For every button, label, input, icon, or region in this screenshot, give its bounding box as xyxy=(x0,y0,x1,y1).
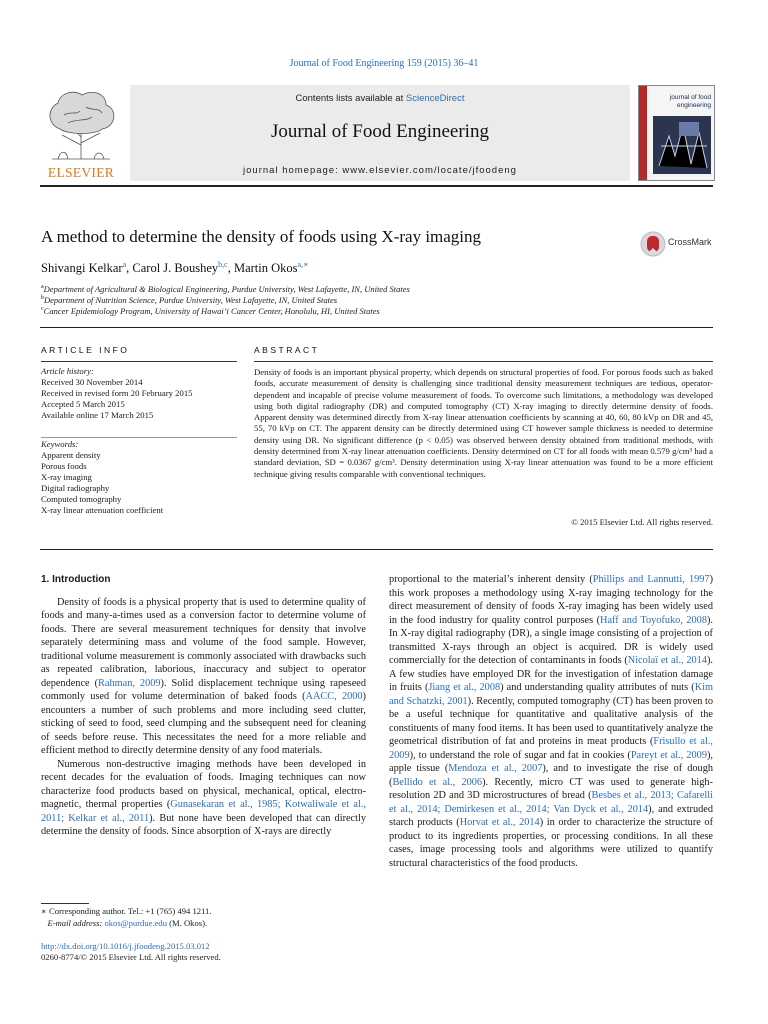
body-text: ). Solid displacement technique using rapeseed commonly used for volume determination of baked foods ( xyxy=(41,677,366,702)
body-text: ). But none have been developed that can directly determine the density of foods. Since absorption of X-rays are directly xyxy=(41,812,367,837)
citation-link[interactable]: Mendoza et al., 2007 xyxy=(448,763,543,774)
cover-art-icon xyxy=(639,86,714,180)
history-label: Article history: xyxy=(41,366,94,376)
body-text: ). A few studies have employed DR for the investigation of infestation damage in fruits ( xyxy=(389,655,713,693)
keyword: Porous foods xyxy=(41,461,87,471)
affiliation-text: Department of Agricultural & Biological Engineering, Purdue University, West Lafayette, IN, United States xyxy=(43,284,410,294)
author-name[interactable]: Shivangi Kelkar xyxy=(41,261,123,276)
abstract-heading: ABSTRACT xyxy=(254,345,320,355)
body-text: ) this work proposes a methodology using X-ray imaging technology for the direct measurement of density of foods X-ray imaging has been widely used in the food industry for quality control purposes ( xyxy=(389,574,713,626)
body-text: ), and to investigate the rise of dough ( xyxy=(389,763,713,788)
journal-header-box xyxy=(130,85,630,181)
journal-title: Journal of Food Engineering xyxy=(271,121,489,142)
author-list: Shivangi Kelkar$^a$, Carol J. Boushey$^{b,c}$, Martin Okos$^{a,∗}$ xyxy=(41,260,309,276)
keywords-divider xyxy=(41,437,237,438)
corresponding-author-footnote xyxy=(41,906,366,929)
article-title: A method to determine the density of foods using X-ray imaging xyxy=(41,227,482,246)
affiliation xyxy=(41,306,380,316)
article-info-heading: ARTICLE INFO xyxy=(41,345,130,355)
keyword: Digital radiography xyxy=(41,483,110,493)
article-history xyxy=(41,366,237,421)
crossmark-badge[interactable] xyxy=(640,230,720,258)
citation-link[interactable]: Kim and Schatzki, 2001 xyxy=(389,682,713,707)
footnote-marker: ∗ xyxy=(41,906,47,916)
citation-link[interactable]: Haff and Toyofuko, 2008 xyxy=(600,614,707,626)
citation-link[interactable]: Horvat et al., 2014 xyxy=(459,817,540,828)
author-affiliation-marker[interactable]: b,c xyxy=(218,260,228,269)
email-label: E-mail address: xyxy=(47,917,103,928)
masthead-divider xyxy=(40,185,713,187)
body-column-right xyxy=(389,573,713,870)
doi-link[interactable]: http://dx.doi.org/10.1016/j.jfoodeng.2015.03.012 xyxy=(41,941,210,951)
issn-copyright: 0260-8774/© 2015 Elsevier Ltd. All rights reserved. xyxy=(41,952,221,962)
body-text: ) and understanding quality attributes of nuts ( xyxy=(500,682,695,693)
history-entry: Received 30 November 2014 xyxy=(41,377,143,387)
keyword: Apparent density xyxy=(41,450,101,460)
citation-link[interactable]: Bellido et al., 2006 xyxy=(392,776,483,788)
section-heading-introduction: 1. Introduction xyxy=(41,574,111,585)
body-text: ) encounters a number of such problems and more including seed clutter, sticking of seed to food, seed clumping and the subsequent need for cleaning of seeds before reuse. This necessitates the need for a more reliable and efficient method to directly determine density of any food materials. xyxy=(41,691,366,756)
journal-homepage-link[interactable]: journal homepage: www.elsevier.com/locate/jfoodeng xyxy=(243,165,517,176)
affiliation-text: Cancer Epidemiology Program, University of Hawai’i Cancer Center, Honolulu, HI, United States xyxy=(43,306,380,316)
abstract-rule xyxy=(254,361,713,362)
keyword: X-ray imaging xyxy=(41,472,92,482)
affiliation-marker: c xyxy=(41,306,44,313)
crossmark-label: CrossMark xyxy=(668,237,712,247)
history-entry: Accepted 5 March 2015 xyxy=(41,399,125,409)
citation-link[interactable]: Frisullo et al., 2009 xyxy=(389,736,713,761)
affiliation-marker: a xyxy=(41,284,44,291)
affiliation xyxy=(41,284,410,294)
body-text: ). In X-ray digital radiography (DR), a single image consisting of a projection of transmitted X-rays through an object is acquired. DR is widely used commercially for the detection of contaminants in foods ( xyxy=(389,614,713,666)
author-name[interactable]: Martin Okos xyxy=(233,261,298,276)
crossmark-icon xyxy=(640,230,666,258)
body-text: proportional to the material’s inherent density ( xyxy=(389,574,593,585)
email-suffix: (M. Okos). xyxy=(169,917,208,928)
citation-link[interactable]: Rahman, 2009 xyxy=(98,677,161,689)
body-text: ), and extruded starch products ( xyxy=(389,803,714,828)
body-paragraph xyxy=(389,573,713,870)
body-text: ). Recently, micro CT was used to generate high-resolution 2D and 3D microstructures of bread ( xyxy=(389,776,713,801)
author-affiliation-marker[interactable]: a xyxy=(122,260,127,269)
journal-reference-link[interactable]: Journal of Food Engineering 159 (2015) 36–41 xyxy=(289,58,479,69)
affiliation-text: Department of Nutrition Science, Purdue University, West Lafayette, IN, United States xyxy=(44,295,338,305)
history-entry: Received in revised form 20 February 2015 xyxy=(41,388,193,398)
body-text: Density of foods is a physical property that is used to determine quality of foods and many-a-times used as a conversion factor to determine volume of foods. There are several measurement techniques for density that involve separately determining mass and volume of the food sample. However, traditional volume measurement is commonly associated with drawbacks such as repeated calibration, laborious, inaccuracy and subject to operator dependence ( xyxy=(41,596,366,689)
affiliation xyxy=(41,295,337,305)
keywords-list xyxy=(41,439,237,516)
body-text: ), apple tissue ( xyxy=(389,749,713,774)
body-paragraph xyxy=(41,596,366,758)
body-paragraph xyxy=(41,758,366,839)
abstract-divider xyxy=(40,549,713,550)
footnote-rule xyxy=(41,903,89,904)
abstract-copyright: © 2015 Elsevier Ltd. All rights reserved. xyxy=(571,517,713,527)
elsevier-wordmark: ELSEVIER xyxy=(47,165,115,180)
contents-prefix: Contents lists available at xyxy=(295,93,406,104)
author-affiliation-marker[interactable]: a,∗ xyxy=(297,260,309,269)
citation-link[interactable]: Pareyt et al., 2009 xyxy=(630,749,707,761)
elsevier-tree-logo[interactable] xyxy=(40,85,122,181)
citation-link[interactable]: Gunasekaran et al., 1985; Kotwaliwale et al., 2011; Kelkar et al., 2011 xyxy=(41,799,366,824)
citation-link[interactable]: Besbes et al., 2013; Cafarelli et al., 2014; Demirkesen et al., 2014; Van Dyck et al., 2014 xyxy=(389,790,713,815)
corresponding-author-text: Corresponding author. Tel.: +1 (765) 494 1211. xyxy=(49,906,212,916)
sciencedirect-link[interactable]: ScienceDirect xyxy=(405,93,465,104)
body-text: Numerous non-destructive imaging methods have been developed in recent decades for the evaluation of foods. Imaging techniques can now characterize food products based on physical, mechanical, optical, electro-magnetic, thermal properties ( xyxy=(41,758,366,810)
author-name[interactable]: Carol J. Boushey xyxy=(132,261,219,276)
body-text: ), to understand the role of sugar and fat in cookies ( xyxy=(409,749,631,761)
author-email-link[interactable]: okos@purdue.edu xyxy=(104,917,168,928)
citation-link[interactable]: Phillips and Lannutti, 1997 xyxy=(592,574,710,585)
title-divider xyxy=(40,327,713,328)
journal-cover-thumbnail[interactable] xyxy=(638,85,715,181)
citation-link[interactable]: Nicolaï et al., 2014 xyxy=(627,655,707,666)
citation-link[interactable]: Jiang et al., 2008 xyxy=(428,682,501,693)
keyword: X-ray linear attenuation coefficient xyxy=(41,505,164,515)
cover-title: journal of food engineering xyxy=(669,94,711,109)
keywords-label: Keywords: xyxy=(41,439,79,449)
elsevier-tree-icon xyxy=(40,85,122,165)
affiliation-marker: b xyxy=(41,295,44,302)
citation-link[interactable]: AACC, 2000 xyxy=(305,691,363,702)
history-entry: Available online 17 March 2015 xyxy=(41,410,154,420)
body-text: ) in order to characterize the structure of product to its ingredients properties, or processing conditions. In all these cases, image processing tools and algorithms were utilized to quantify structural characteristics of the food products. xyxy=(389,817,714,869)
abstract-body: Density of foods is an important physical property, which depends on structural properties of food. For porous foods such as baked foods, accurate measurement of density is challenging since traditional density measurement techniques are tedious, operator-dependent and incapable of precise volume measurement of foods. To overcome such limitations, a methodology was developed using both digital radiography (DR) and computed tomography (CT) X-ray imaging to directly determine density of foods. Apparent density was determined directly from X-ray linear attenuation coefficients by scanning at 40, 60, 80 kVp on DR and 45, 55, 70 kVp on CT. The apparent density can be directly determined using CT however sample thickness is needed to determine density using DR. No significant difference (p < 0.05) was observed between density obtained from traditional methods, with density determined from X-ray linear attenuation coefficients. Density determined on CT for all foods with mean 0.579 g/cm³ had a standard deviation, SD = 0.0367 g/cm³. Density determination using X-ray linear attenuation was found to be a more efficient technique giving results comparable with conventional techniques. xyxy=(254,367,713,479)
keyword: Computed tomography xyxy=(41,494,122,504)
article-info-rule xyxy=(41,361,237,362)
contents-line xyxy=(130,93,630,104)
body-column-left xyxy=(41,573,366,839)
journal-masthead xyxy=(40,85,713,181)
body-text: ). Recently, computed tomography (CT) has been proven to be a useful technique for quantitative and qualitative analysis of the constituents of many food items. It has been used to quantitatively analyze the geometrical distribution of fat and proteins in meat products ( xyxy=(389,695,714,747)
